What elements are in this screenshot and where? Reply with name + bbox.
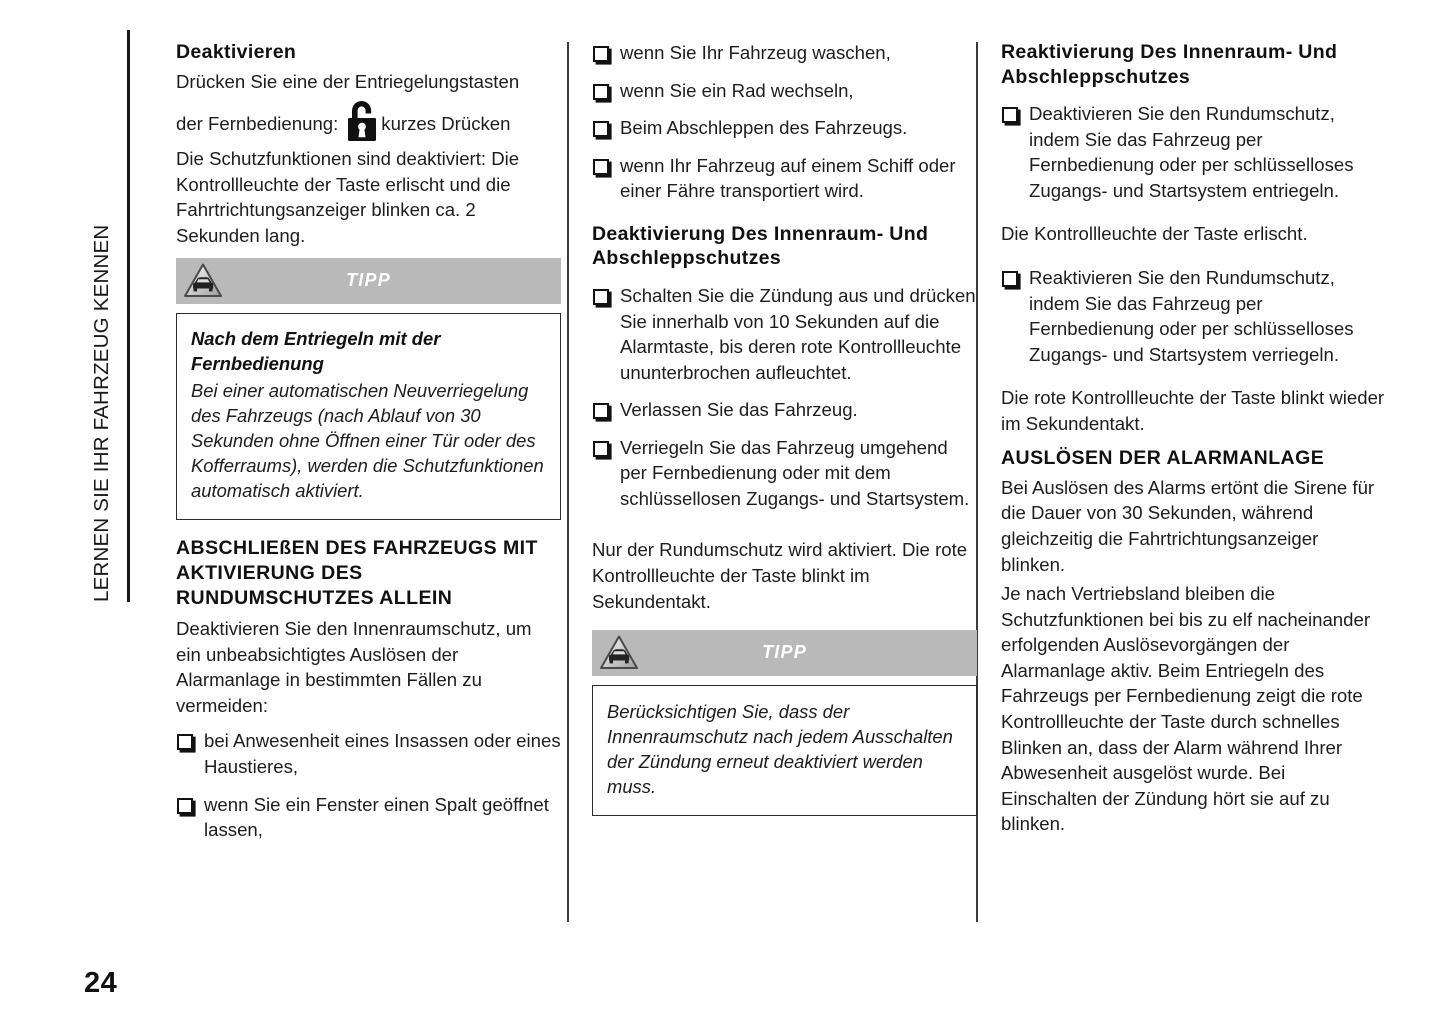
square-bullet-icon (593, 46, 609, 62)
col1-bullet-list (176, 728, 561, 842)
square-bullet-icon (593, 121, 609, 137)
square-bullet-icon (593, 441, 609, 457)
col3-para-4: Je nach Vertriebsland bleiben die Schutzfunktionen bei bis zu elf nacheinander erfolgenden Auslösevorgängen der Alarmanlage aktiv. Beim Entriegeln des Fahrzeugs per Fernbedienung zeigt die rote Kontrollleuchte der Taste durch schnelles Blinken an, dass der Alarm während Ihrer Abwesenheit ausgelöst wurde. Bei Einschalten der Zündung hört sie auf zu blinken. (1001, 583, 1371, 835)
list-item-label: wenn Ihr Fahrzeug auf einem Schiff oder einer Fähre transportiert wird. (620, 154, 956, 202)
square-bullet-icon (593, 289, 609, 305)
list-item (592, 283, 977, 385)
col1-intro-with-lock (176, 98, 561, 144)
list-item (592, 78, 977, 104)
square-bullet-icon (1002, 271, 1018, 287)
col1-tipp-banner (176, 258, 561, 304)
col2-tipp-body (592, 685, 977, 816)
col3-para-3: Bei Auslösen des Alarms ertönt die Sirene für die Dauer von 30 Sekunden, während gleichzeitig die Fahrtrichtungsanzeiger blinken. (1001, 476, 1375, 575)
sidebar-vertical-rule (127, 30, 130, 602)
col3-para-2: Die rote Kontrollleuchte der Taste blinkt wieder im Sekundentakt. (1001, 387, 1385, 434)
col1-para-2: Deaktivieren Sie den Innenraumschutz, um ein unbeabsichtigtes Auslösen der Alarmanlage in bestimmten Fällen zu vermeiden: (176, 618, 532, 716)
list-item-label: bei Anwesenheit eines Insassen oder eines Haustieres, (204, 730, 561, 777)
content-column-3 (1001, 40, 1386, 847)
sidebar-chapter-title: LERNEN SIE IHR FAHRZEUG KENNEN (90, 224, 113, 602)
col1-tipp-title: Nach dem Entriegeln mit der Fernbedienung (191, 328, 441, 374)
list-item (176, 792, 561, 843)
col2-bullet-list-top (592, 40, 977, 204)
col2-bullet-list-mid (592, 283, 977, 512)
col1-intro-after: Die Schutzfunktionen sind deaktiviert: Die Kontrollleuchte der Taste erlischt und die Fahrtrichtungsanzeiger blinken ca. 2 Sekunden lang. (176, 148, 520, 246)
col3-bullet-list-2 (1001, 265, 1386, 367)
col1-tipp-body (176, 313, 561, 520)
col2-heading-deaktivierung: Deaktivierung Des Innenraum- Und Abschleppschutzes (592, 222, 929, 270)
square-bullet-icon (593, 159, 609, 175)
sidebar-running-head (86, 30, 130, 602)
list-item-label: Verlassen Sie das Fahrzeug. (620, 399, 858, 421)
content-column-2 (592, 40, 977, 816)
list-item (592, 435, 977, 512)
list-item (176, 728, 561, 779)
col3-heading-reaktivierung: Reaktivierung Des Innenraum- Und Abschleppschutzes (1001, 41, 1338, 88)
page-number: 24 (84, 967, 118, 999)
col1-heading-abschliessen: ABSCHLIEßEN DES FAHRZEUGS MIT AKTIVIERUNG DES RUNDUMSCHUTZES ALLEIN (176, 537, 538, 609)
list-item-label: Deaktivieren Sie den Rundumschutz, indem Sie das Fahrzeug per Fernbedienung oder per schlüsselloses Zugangs- und Startsystem entriegeln. (1029, 103, 1354, 201)
col1-tipp-label: TIPP (346, 270, 391, 291)
col2-tipp-label: TIPP (762, 642, 807, 663)
list-item (592, 397, 977, 423)
col3-heading-ausloesen: AUSLÖSEN DER ALARMANLAGE (1001, 447, 1325, 470)
column-divider-1 (567, 42, 569, 922)
list-item (592, 40, 977, 66)
col1-lock-line-suffix: kurzes Drücken (381, 113, 511, 135)
col1-intro-line1: Drücken Sie eine der Entriegelungstasten (176, 70, 520, 92)
list-item-label: Beim Abschleppen des Fahrzeugs. (620, 117, 908, 139)
col3-para-1: Die Kontrollleuchte der Taste erlischt. (1001, 223, 1308, 245)
list-item-label: Verriegeln Sie das Fahrzeug umgehend per Fernbedienung oder mit dem schlüssellosen Zugangs- und Startsystem. (620, 436, 970, 509)
list-item-label: wenn Sie ein Rad wechseln, (620, 79, 854, 101)
col3-bullet-list-1 (1001, 101, 1386, 203)
square-bullet-icon (593, 84, 609, 100)
list-item-label: Schalten Sie die Zündung aus und drücken Sie innerhalb von 10 Sekunden auf die Alarmtaste, bis deren rote Kontrollleuchte ununterbrochen aufleuchtet. (620, 284, 976, 383)
col1-heading-deaktivieren: Deaktivieren (176, 41, 297, 63)
list-item (1001, 265, 1386, 367)
square-bullet-icon (177, 798, 193, 814)
list-item-label: wenn Sie Ihr Fahrzeug waschen, (620, 42, 891, 63)
col2-tipp-text: Berücksichtigen Sie, dass der Innenraumschutz nach jedem Ausschalten der Zündung erneut deaktiviert werden muss. (607, 701, 953, 798)
content-column-1 (176, 40, 561, 853)
col1-tipp-text: Bei einer automatischen Neuverriegelung des Fahrzeugs (nach Ablauf von 30 Sekunden ohne Öffnen einer Tür oder des Kofferraums), werden die Schutzfunktionen automatisch aktiviert. (191, 380, 544, 502)
square-bullet-icon (177, 734, 193, 750)
col2-para: Nur der Rundumschutz wird aktiviert. Die rote Kontrollleuchte der Taste blinkt im Sekundentakt. (592, 539, 968, 612)
list-item (592, 115, 977, 141)
square-bullet-icon (1002, 107, 1018, 123)
open-padlock-icon (340, 98, 380, 144)
list-item (1001, 101, 1386, 203)
list-item (592, 153, 977, 204)
col2-tipp-banner (592, 630, 977, 676)
col1-lock-line-prefix: der Fernbedienung: (176, 113, 339, 135)
square-bullet-icon (593, 403, 609, 419)
list-item-label: wenn Sie ein Fenster einen Spalt geöffnet lassen, (204, 793, 549, 841)
list-item-label: Reaktivieren Sie den Rundumschutz, indem Sie das Fahrzeug per Fernbedienung oder per schlüsselloses Zugangs- und Startsystem verriegeln. (1029, 266, 1354, 365)
